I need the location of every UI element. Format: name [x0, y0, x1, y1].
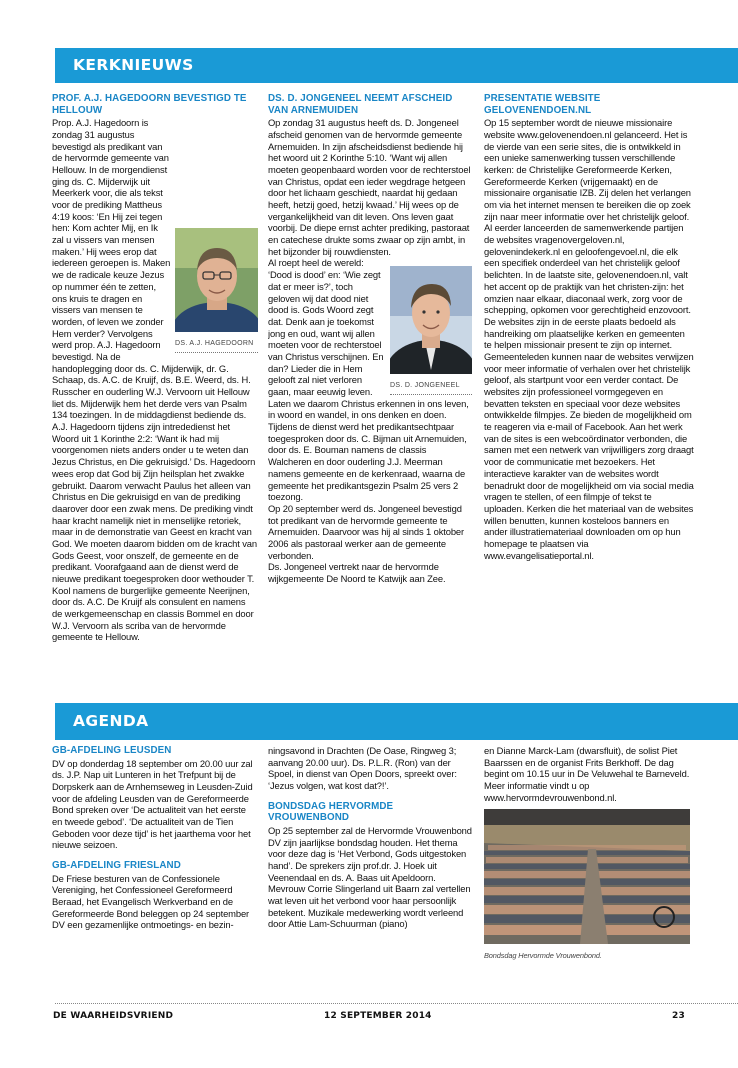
- article-title: PRESENTATIE WEBSITE GELOVENENDOEN.NL: [484, 93, 601, 116]
- agenda-title-friesland: GB-AFDELING FRIESLAND: [52, 860, 181, 872]
- portrait-photo-hagedoorn: [175, 228, 258, 332]
- portrait-photo-jongeneel: [390, 266, 472, 374]
- agenda-body-friesland: De Friese besturen van de Confessionele Vereniging, het Confessioneel Gereformeerd Beraad, het Evangelisch Werkverband en de Gereformeerde Bond beleggen op 24 september DV een gezamenlijke ontmoetings- en bezin-: [52, 872, 250, 931]
- agenda-body-veluwehal: en Dianne Marck-Lam (dwarsfluit), de solist Piet Baarssen en de organist Frits Berkhoff. De dag begint om 10.15 uur in De Veluwehal te Barneveld. Meer informatie vindt u op www.hervormdevrouwenbond.nl.: [484, 745, 690, 803]
- footer-date: 12 SEPTEMBER 2014: [324, 1011, 432, 1021]
- article-body-1: Op 15 september wordt de nieuwe missionaire website www.gelovenendoen.nl gelanceerd. Het is de vierde van een serie sites, die is ontwikkeld in een unieke samenwerking tussen verschillende kerken: de Christelijke Gereformeerde Kerken, Gereformeerde Kerken (vrijgemaakt) en de missionaire organisatie IZB. Zij delen het verlangen om via het internet mensen te bereiken die op zoek zijn naar meer informatie over het christelijk geloof.: [484, 117, 691, 222]
- article-body-4: Ds. Jongeneel vertrekt naar de hervormde wijkgemeente De Noord te Katwijk aan Zee.: [268, 561, 446, 584]
- agenda-col-3: [484, 745, 694, 995]
- article-jongeneel: [268, 93, 472, 695]
- agenda-title-bondsdag: BONDSDAG HERVORMDE VROUWENBOND: [268, 800, 394, 824]
- agenda-header: [55, 703, 738, 740]
- footer-page-number: 23: [672, 1011, 685, 1021]
- photo-caption: DS. D. JONGENEEL: [390, 380, 472, 395]
- crowd-photo-caption: Bondsdag Hervormde Vrouwenbond.: [484, 951, 602, 961]
- crowd-photo: [484, 809, 690, 944]
- agenda-title-leusden: GB-AFDELING LEUSDEN: [52, 745, 172, 756]
- agenda-col-2: [268, 745, 472, 995]
- article-title: DS. D. JONGENEEL NEEMT AFSCHEID VAN ARNEMUIDEN: [268, 93, 453, 116]
- agenda-body-leusden: DV op donderdag 18 september om 20.00 uur zal ds. J.P. Nap uit Lunteren in het Trefpunt bij de Dorpskerk aan de Arnhemseweg in Leusden-Zuid voor de afdeling Leusden van de Gereformeerde Bond spreken over ‘De actualiteit van het eerste en tweede gebod’. ‘De actualiteit van de Tien Geboden voor deze tijd’ is het jaarthema voor het nieuwe seizoen.: [52, 757, 253, 851]
- photo-hagedoorn-figure: [175, 228, 258, 352]
- article-hagedoorn: [52, 93, 258, 695]
- article-body-3: De websites zijn in de eerste plaats bedoeld als handreiking om plaatselijke kerken en gemeenten te helpen missionair present te zijn op internet. Gemeenteleden kunnen naar de websites verwijzen voor meer informatie of verhalen over het christelijk geloof, als startpunt voor een verder contact. De websites zijn professioneel vormgegeven en bevatten teksten en speciaal voor deze websites ontwikkelde filmpjes. Ze bieden de mogelijkheid om te reageren via e-mail of Facebook. Aan het werk van de sites is een webcoördinator verbonden, die samen met een netwerk van vrijwilligers zorg draagt voor de communicatie met bezoekers. Het interactieve karakter van de websites wordt benadrukt door de mogelijkheid om via social media vragen te stellen, of een filmpje of tekst te uploaden. Kerken die het materiaal van de websites willen benutten, kunnen kosteloos banners en ander illustratiemateriaal downloaden om op hun homepage te plaatsen via www.evangelisatieportal.nl.: [484, 315, 694, 561]
- article-body-1: Op zondag 31 augustus heeft ds. D. Jongeneel afscheid genomen van de hervormde gemeente Arnemuiden. In zijn afscheidsdienst bediende hij het woord uit 2 Korinthe 5:10. ‘Want wij allen moeten geopenbaard worden voor de rechterstoel van Christus, opdat een ieder wegdrage hetgeen door het lichaam geschiedt, naardat hij gedaan heeft, hetzij goed, hetzij kwaad.’ Hij wees op de vergankelijkheid van dit leven. Ons leven gaat voorbij. De diepe ernst achter prediking, pastoraat en catechese drukte soms zwaar op zijn ambt, in het bijzonder bij rouwdiensten.: [268, 117, 471, 257]
- agenda-body-drachten: ningsavond in Drachten (De Oase, Ringweg 3; aanvang 20.00 uur). Ds. P.L.R. (Ron) van der Spoel, in dienst van Open Doors, spreekt over: ‘Jezus volgen, wat kost dat?!’.: [268, 745, 457, 792]
- kerknieuws-header: [55, 48, 738, 83]
- photo-jongeneel-figure: [390, 266, 472, 394]
- article-body: Prop. A.J. Hagedoorn is zondag 31 augustus bevestigd als predikant van de hervormde gemeente van Hellouw. In de morgendienst ging ds. C. Mijderwijk uit Meerkerk voor, die als tekst voor de prediking Mattheus 4:19 koos: ‘En Hij zei tegen hen: Kom achter Mij, en Ik zal u vissers van mensen maken.’ Hij wees erop dat iedereen geroepen is. Maken we de radicale keuze Jezus op nummer één te zetten, ons kruis te dragen en vissers van mensen te worden, of leven we zonder Hem verder? Vervolgens werd prop. A.J. Hagedoorn bevestigd. Na de handoplegging door ds. C. Mijderwijk, dr. G. Schaap, ds. A.C. de Kruijf, ds. B.E. Weerd, ds. H. Russcher en ouderling W.J. Vervoorn uit Hellouw liet ds. Mijderwijk hem het derde vers van Psalm 134 toezingen. In de middagdienst bediende ds. A.J. Hagedoorn tijdens zijn intrededienst het Woord uit 1 Korinthe 2:2: ‘Want ik had mij voorgenomen niets anders onder u te weten dan Jezus Christus, en Die gekruisigd.’ Ds. Hagedoorn wees erop dat God bij Zijn heilsplan het zwakke gebruikt. Daarom verwacht Paulus het alleen van Christus en Die gekruisigd en van de prediking daarover door een zwak mens. De prediking vindt haar kracht namelijk niet in menselijke retoriek, maar in de demonstratie van Geest en kracht van God. We moeten daarom bidden om de kracht van Gods Geest, voor onszelf, de gemeente en de predikant. Voorafgaand aan de dienst werd de nieuwe predikant toegesproken door wethouder T. Kool namens de burgerlijke gemeente Neerijnen, door ds. A.C. De Kruijf als consulent en namens de werkgemeenschap en classis Bommel en door W.J. Vervoorn als scriba van de hervormde gemeente te Hellouw.: [52, 117, 257, 643]
- article-body-3: Op 20 september werd ds. Jongeneel bevestigd tot predikant van de hervormde gemeente te Arnemuiden. Daarvoor was hij al sinds 1 oktober 2006 als pastoraal werker aan de gemeente verbonden.: [268, 502, 465, 561]
- article-title: PROF. A.J. HAGEDOORN BEVESTIGD TE HELLOUW: [52, 93, 247, 116]
- kerknieuws-title: KERKNIEUWS: [73, 56, 194, 74]
- agenda-col-1: [52, 745, 258, 995]
- photo-caption: DS. A.J. HAGEDOORN: [175, 338, 258, 353]
- article-body-2: Al eerder lanceerden de samenwerkende partijen de websites vragenovergeloven.nl, gelovenindekerk.nl en geloofengevoel.nl, die elk een specifiek onderdeel van het christelijk geloof belichten. In de laatste site, gelovenendoen.nl, valt het accent op de praktijk van het christen-zijn: het omzien naar elkaar, diaconaal werk, zorg voor de schepping, opkomen voor gerechtigheid enzovoort.: [484, 222, 691, 316]
- article-body-2: Al roept heel de wereld: ‘Dood is dood’ en: ‘Wie zegt dat er meer is?’, toch geloven wij dat dood niet dood is. Gods Woord zegt dat. Denk aan je toekomst jong en oud, want wij allen moeten voor de rechterstoel van Christus verschijnen. En dan? Lieder die in Hem gelooft zal niet verloren gaan, maar eeuwig leven. Laten we daarom Christus erkennen in ons leven, in woord en wandel, in ons denken en doen. Tijdens de dienst werd het predikantsechtpaar toegesproken door ds. C. Bijman uit Arnemuiden, door ds. E. Bouman namens de classis Walcheren en door ouderling J.J. Meerman namens gemeente en de kerkenraad, waarna de gemeente het predikantsgezin Psalm 25 vers 2 toezong.: [268, 257, 469, 503]
- agenda-title: AGENDA: [73, 712, 149, 730]
- footer-rule: [55, 1003, 738, 1004]
- footer-publication: DE WAARHEIDSVRIEND: [53, 1011, 174, 1021]
- agenda-body-bondsdag: Op 25 september zal de Hervormde Vrouwenbond DV zijn jaarlijkse bondsdag houden. Het thema voor deze dag is ‘Het Verbond, Gods uitgestoken hand’. De sprekers zijn prof.dr. J. Hoek uit Veenendaal en ds. A. Baas uit Apeldoorn. Mevrouw Corrie Slingerland uit Baarn zal vertellen wat leven uit het verbond voor haar persoonlijk betekent. Muzikale medewerking wordt verleend door Attie Lam-Schuurman (piano): [268, 824, 472, 930]
- article-gelovenendoen: [484, 93, 694, 695]
